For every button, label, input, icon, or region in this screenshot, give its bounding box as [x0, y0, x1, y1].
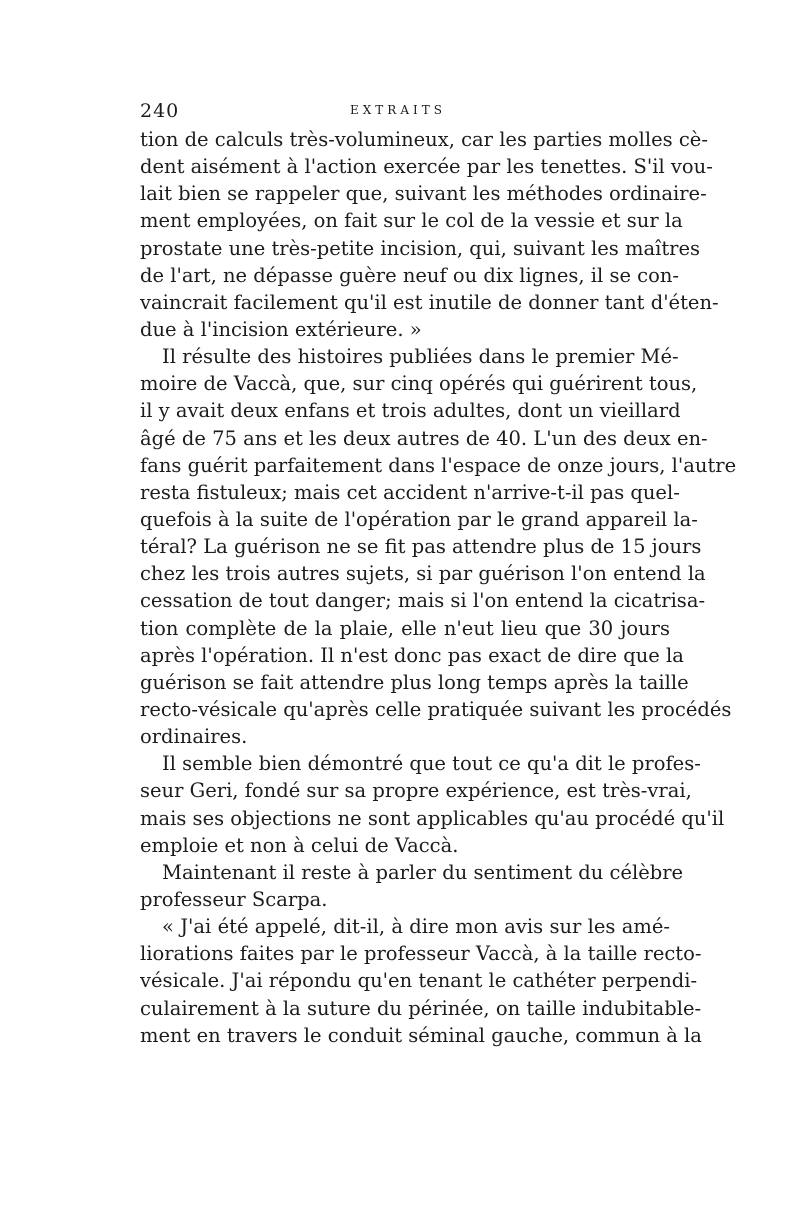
text-line: resta fistuleux; mais cet accident n'arrive-t-il pas quel- — [140, 480, 680, 504]
text-line: ordinaires. — [140, 725, 248, 749]
page-number: 240 — [140, 100, 180, 122]
text-line: seur Geri, fondé sur sa propre expérience, est très-vrai, — [140, 779, 692, 803]
text-line: tion de calculs très-volumineux, car les parties molles cè- — [140, 128, 708, 151]
running-title: EXTRAITS — [350, 103, 446, 117]
text-line: « J'ai été appelé, dit-il, à dire mon avis sur les amé- — [162, 915, 670, 939]
text-line: il y avait deux enfans et trois adultes, dont un vieillard — [140, 399, 681, 423]
text-line: téral? La guérison ne se fit pas attendre plus de 15 jours — [140, 535, 702, 559]
text-line: après l'opération. Il n'est donc pas exact de dire que la — [140, 643, 684, 667]
text-line: Il semble bien démontré que tout ce qu'a dit le profes- — [162, 752, 701, 776]
text-line: ment en travers le conduit séminal gauche, commun à la — [140, 1023, 702, 1047]
text-line: liorations faites par le professeur Vaccà, à la taille recto- — [140, 942, 702, 966]
text-line: recto-vésicale qu'après celle pratiquée suivant les procédés — [140, 697, 732, 721]
text-line: culairement à la suture du périnée, on taille indubitable- — [140, 996, 702, 1020]
text-line: mais ses objections ne sont applicables qu'au procédé qu'il — [140, 806, 725, 830]
text-line: vaincrait facilement qu'il est inutile de donner tant d'éten- — [140, 290, 719, 314]
text-line: lait bien se rappeler que, suivant les méthodes ordinaire- — [140, 182, 707, 206]
text-line: ment employées, on fait sur le col de la vessie et sur la — [140, 209, 683, 233]
text-line: due à l'incision extérieure. » — [140, 317, 422, 341]
text-line: moire de Vaccà, que, sur cinq opérés qui guérirent tous, — [140, 372, 698, 396]
text-line: Maintenant il reste à parler du sentiment du célèbre — [162, 860, 684, 884]
text-line: professeur Scarpa. — [140, 887, 328, 911]
body-text — [140, 126, 737, 1049]
text-line: tion complète de la plaie, elle n'eut lieu que 30 jours — [140, 616, 670, 640]
text-line: âgé de 75 ans et les deux autres de 40. L'un des deux en- — [140, 426, 708, 450]
text-line: cessation de tout danger; mais si l'on entend la cicatrisa- — [140, 589, 706, 613]
text-line: quefois à la suite de l'opération par le grand appareil la- — [140, 507, 698, 531]
text-line: chez les trois autres sujets, si par guérison l'on entend la — [140, 562, 706, 586]
text-line: de l'art, ne dépasse guère neuf ou dix lignes, il se con- — [140, 263, 679, 287]
text-line: emploie et non à celui de Vaccà. — [140, 833, 459, 857]
page-header — [140, 100, 675, 124]
text-line: fans guérit parfaitement dans l'espace de onze jours, l'autre — [140, 453, 737, 477]
text-line: dent aisément à l'action exercée par les tenettes. S'il vou- — [140, 155, 713, 179]
text-line: guérison se fait attendre plus long temps après la taille — [140, 670, 689, 694]
text-line: prostate une très-petite incision, qui, suivant les maîtres — [140, 236, 701, 260]
text-line: Il résulte des histoires publiées dans le premier Mé- — [162, 345, 679, 369]
text-line: vésicale. J'ai répondu qu'en tenant le cathéter perpendi- — [140, 969, 698, 993]
